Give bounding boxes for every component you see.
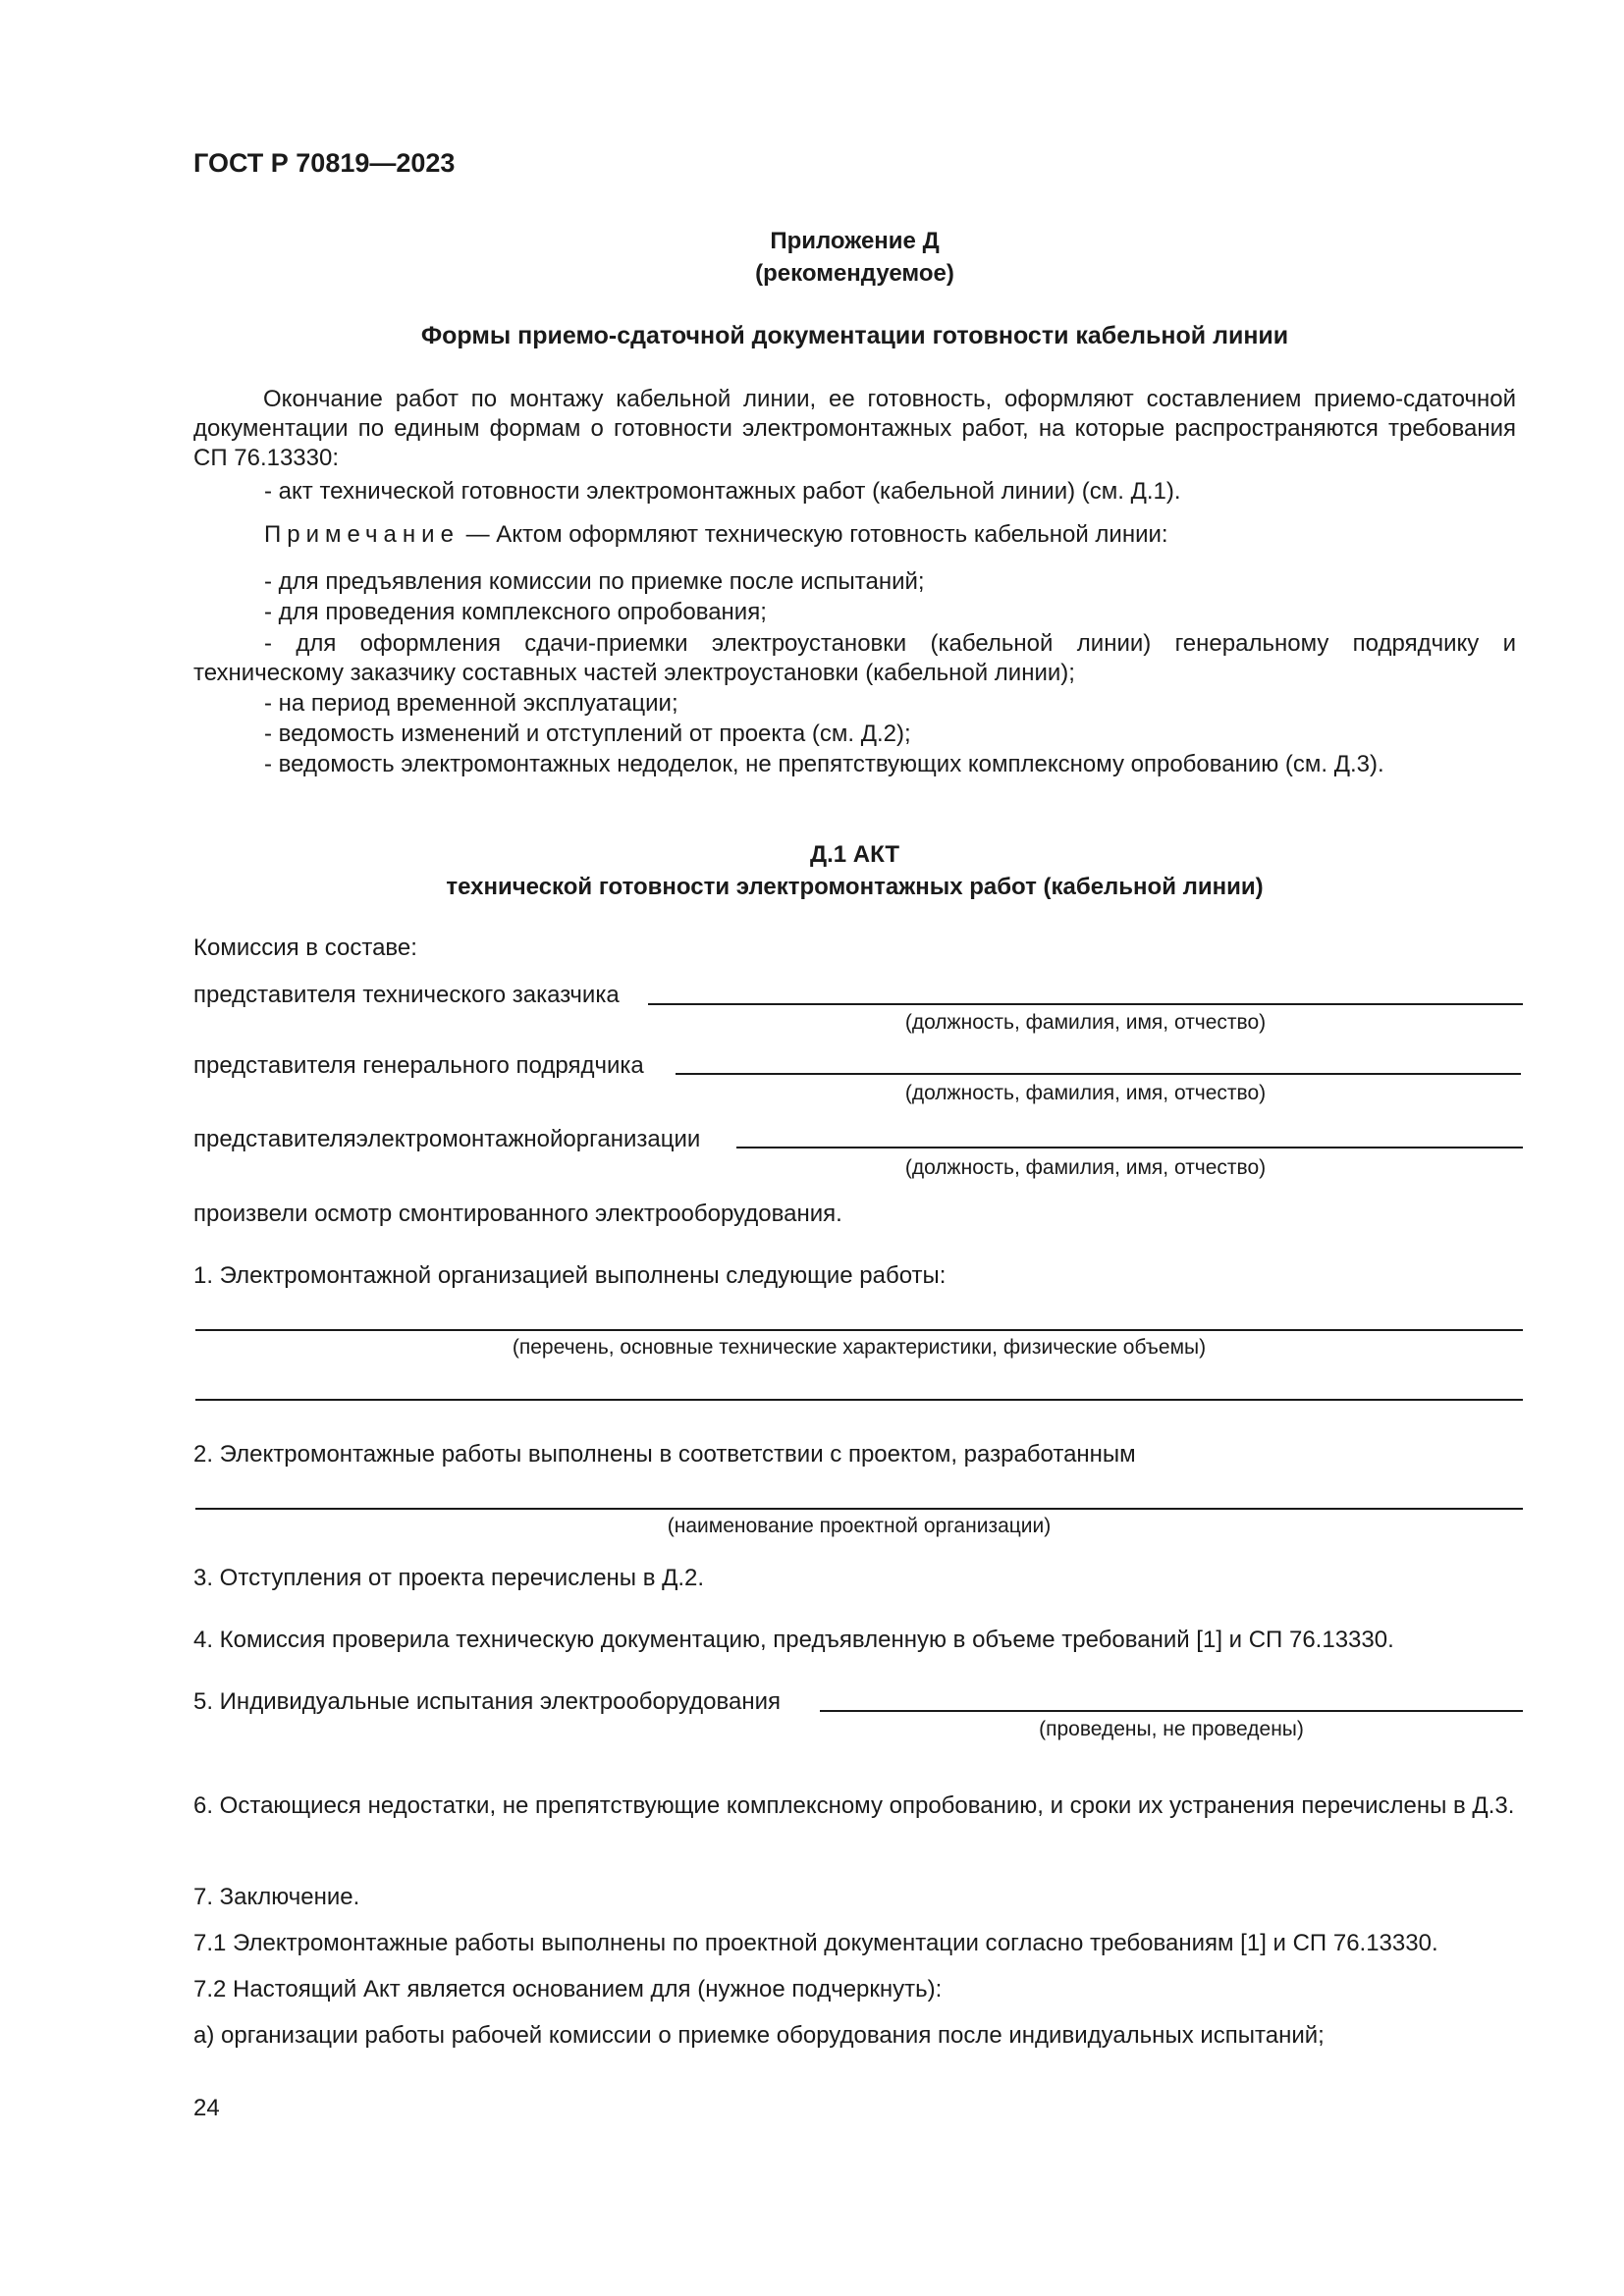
point-4: 4. Комиссия проверила техническую документацию, предъявленную в объеме требований [1] и СП 76.13330. [193,1627,1394,1653]
tests-hint: (проведены, не проведены) [1039,1718,1304,1740]
note-label: Примечание [264,521,460,548]
rep-customer-hint: (должность, фамилия, имя, отчество) [904,1011,1267,1034]
works-hint: (перечень, основные технические характеристики, физические объемы) [512,1336,1207,1359]
works-field[interactable] [195,1329,1523,1331]
point-7-1: 7.1 Электромонтажные работы выполнены по проектной документации согласно требованиям [1] и СП 76.13330. [193,1930,1438,1956]
act-title: Д.1 АКТ [809,841,900,868]
commission-label: Комиссия в составе: [193,934,417,961]
appendix-title: Приложение Д [770,228,940,254]
page-number: 24 [193,2095,220,2121]
note-text: — Актом оформляют техническую готовность кабельной линии: [459,521,1168,548]
rep-electrical-hint: (должность, фамилия, имя, отчество) [904,1156,1267,1179]
appendix-heading: Формы приемо-сдаточной документации готовности кабельной линии [420,322,1289,349]
rep-electrical-field[interactable] [736,1147,1523,1148]
appendix-kind: (рекомендуемое) [755,260,954,287]
point-1: 1. Электромонтажной организацией выполнены следующие работы: [193,1262,947,1289]
point-a: а) организации работы рабочей комиссии о приемке оборудования после индивидуальных испытаний; [193,2022,1325,2049]
project-org-hint: (наименование проектной организации) [667,1515,1052,1537]
act-subtitle: технической готовности электромонтажных работ (кабельной линии) [446,874,1264,900]
works-field-extra[interactable] [195,1399,1523,1401]
intro-item-act: - акт технической готовности электромонтажных работ (кабельной линии) (см. Д.1). [264,478,1181,505]
note-item: - для оформления сдачи-приемки электроустановки (кабельной линии) генеральному подрядчику и техническому заказчику составных частей электроустановки (кабельной линии); [193,630,1516,686]
intro-item-changes: - ведомость изменений и отступлений от проекта (см. Д.2); [264,721,911,747]
intro-item-defects: - ведомость электромонтажных недоделок, не препятствующих комплексному опробованию (см. Д.3). [264,751,1384,777]
rep-contractor-field[interactable] [676,1073,1521,1075]
rep-electrical-label: представителяэлектромонтажнойорганизации [193,1126,701,1152]
document-code: ГОСТ Р 70819—2023 [193,148,456,178]
note-item: - на период временной эксплуатации; [264,690,678,717]
intro-paragraph: Окончание работ по монтажу кабельной линии, ее готовность, оформляют составлением приемо-сдаточной документации по единым формам о готовности электромонтажных работ, на которые распространяются требования СП 76.13330: [193,386,1516,471]
rep-contractor-label: представителя генерального подрядчика [193,1052,644,1079]
point-6: 6. Остающиеся недостатки, не препятствующие комплексному опробованию, и сроки их устранения перечислены в Д.3. [193,1792,1515,1819]
point-7: 7. Заключение. [193,1884,360,1910]
rep-customer-field[interactable] [648,1003,1523,1005]
inspection-text: произвели осмотр смонтированного электрооборудования. [193,1201,842,1227]
note [264,520,1516,550]
note-item: - для проведения комплексного опробования; [264,599,767,625]
rep-customer-label: представителя технического заказчика [193,982,620,1008]
project-org-field[interactable] [195,1508,1523,1510]
tests-field[interactable] [820,1710,1523,1712]
point-3: 3. Отступления от проекта перечислены в Д.2. [193,1565,705,1591]
note-item: - для предъявления комиссии по приемке после испытаний; [264,568,925,595]
point-5: 5. Индивидуальные испытания электрооборудования [193,1688,781,1715]
point-2: 2. Электромонтажные работы выполнены в соответствии с проектом, разработанным [193,1441,1136,1468]
point-7-2: 7.2 Настоящий Акт является основанием для (нужное подчеркнуть): [193,1976,943,2002]
rep-contractor-hint: (должность, фамилия, имя, отчество) [904,1082,1267,1104]
